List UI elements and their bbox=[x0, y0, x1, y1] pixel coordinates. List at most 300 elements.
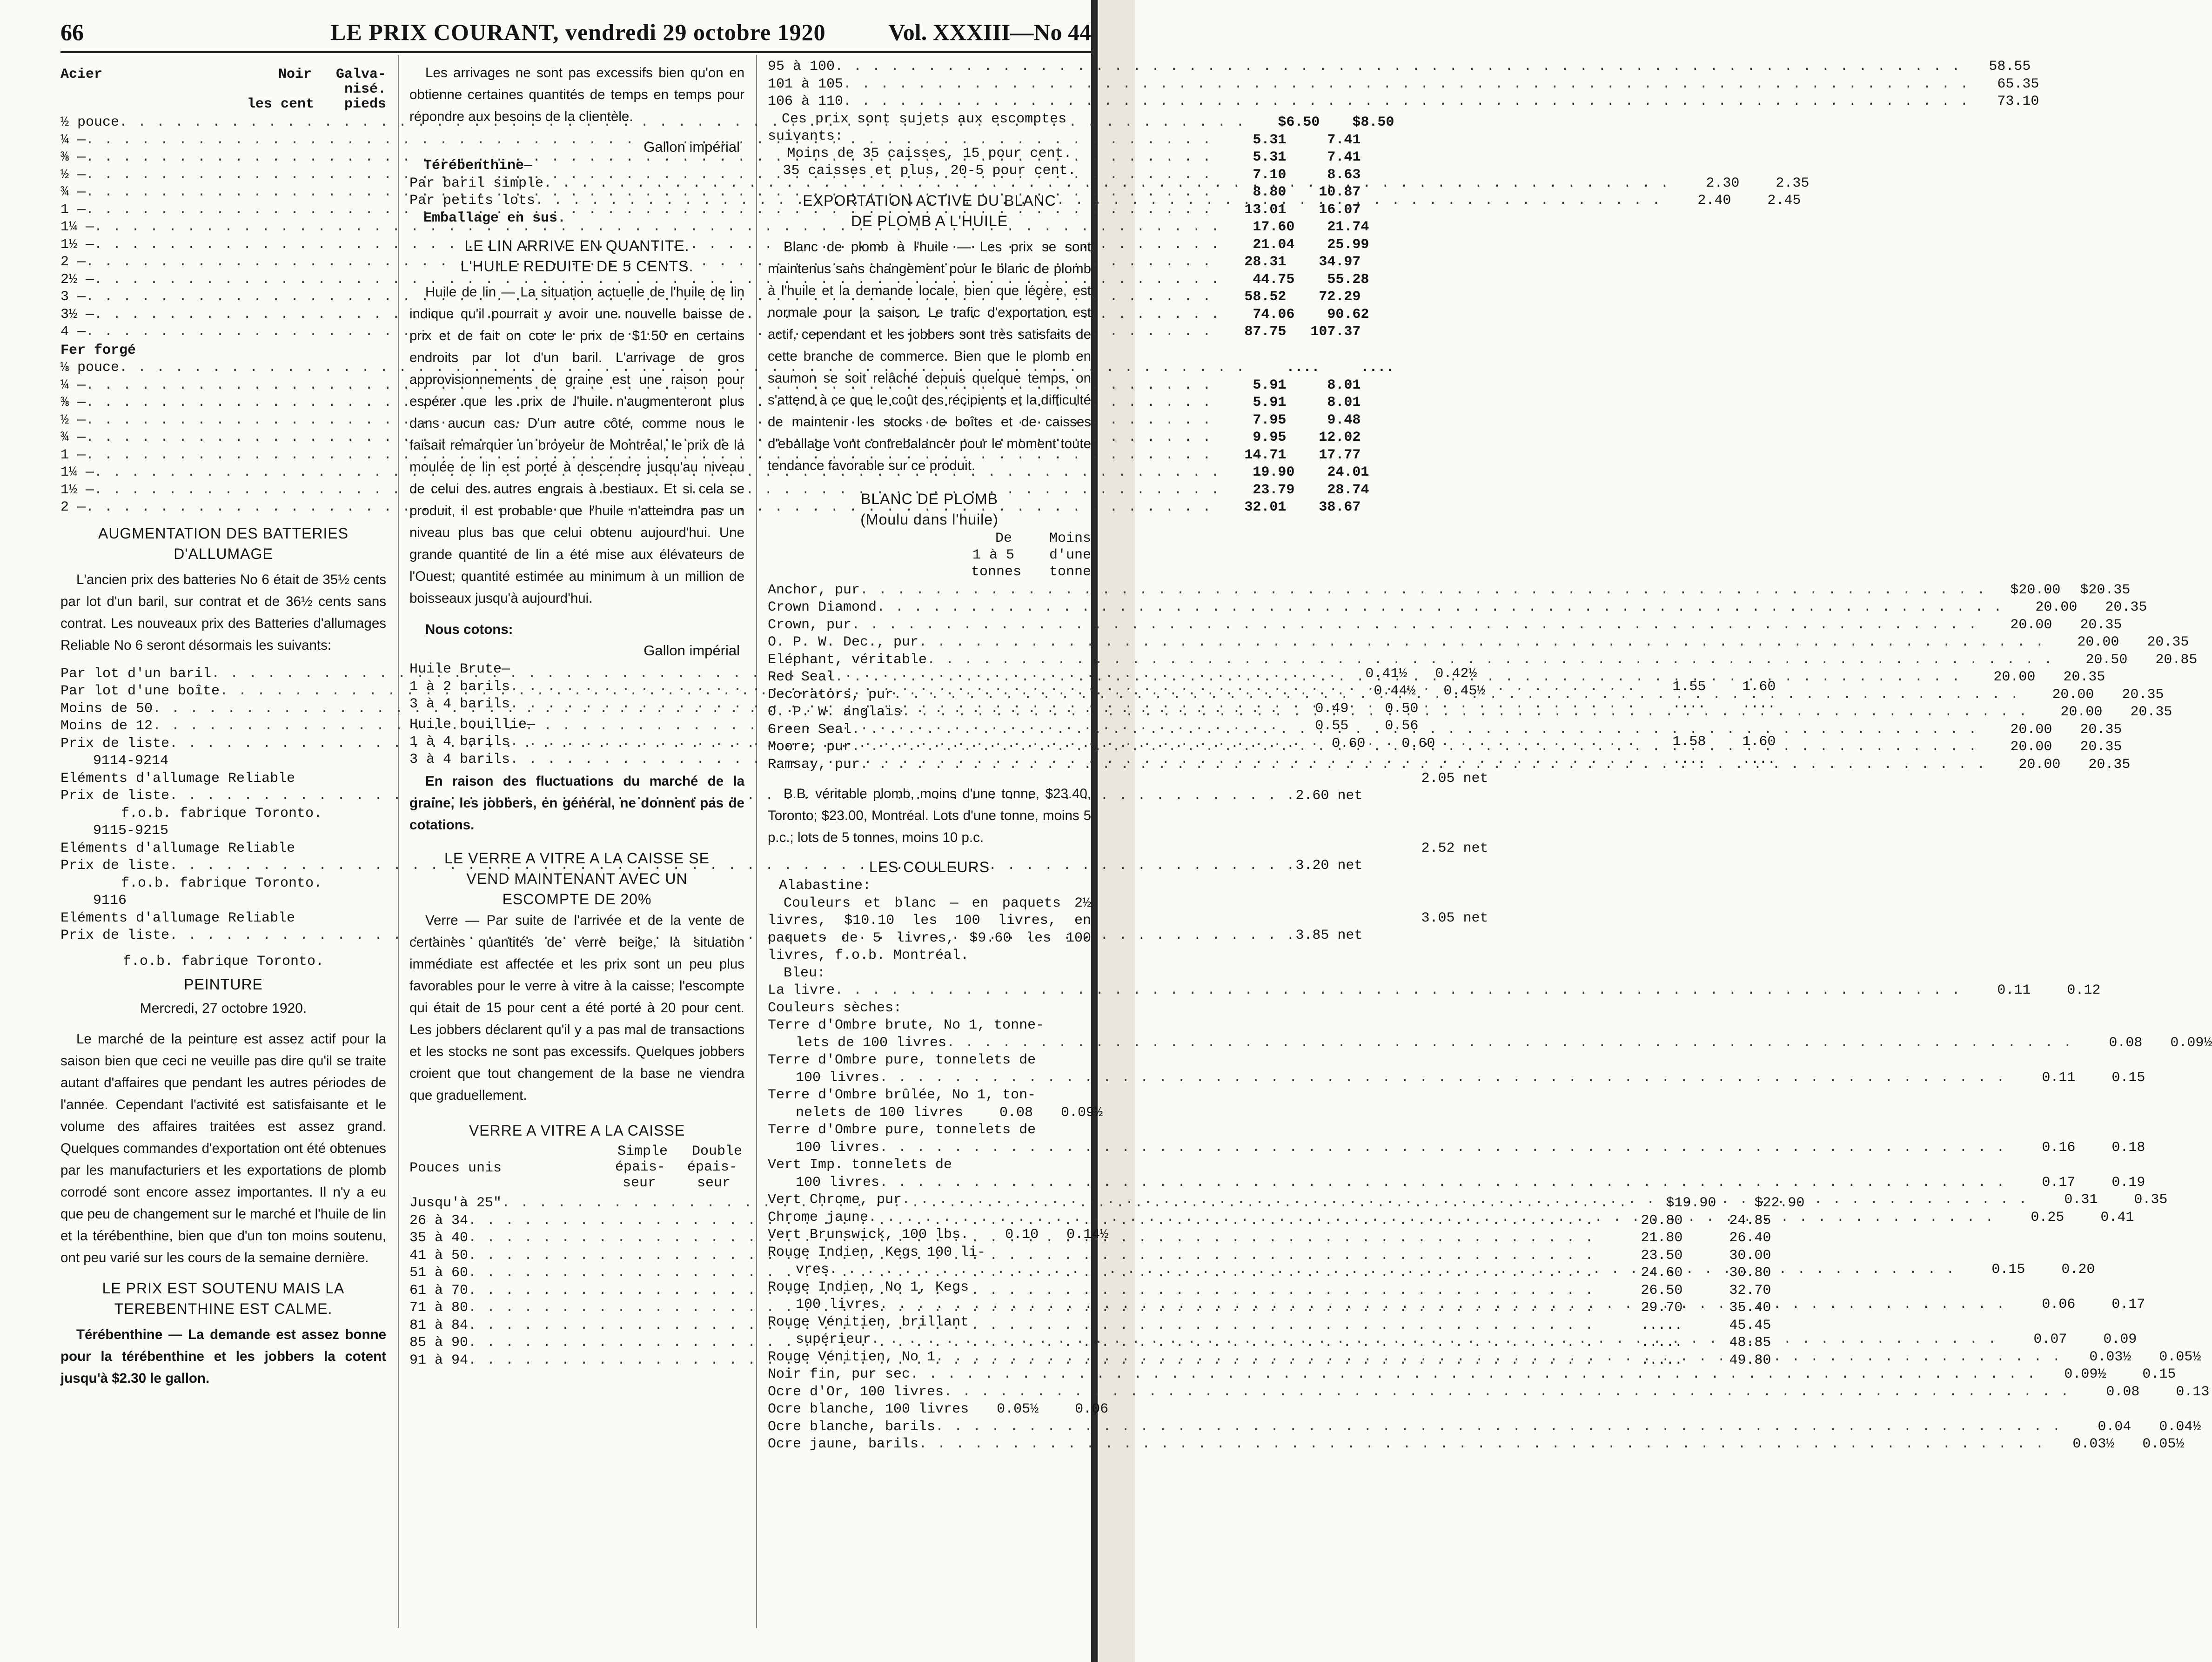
section-title: BLANC DE PLOMB bbox=[861, 490, 998, 507]
blanc-head: 1 à 5 bbox=[972, 547, 1014, 563]
alabastine-text: Couleurs et blanc — en paquets 2½ livres, $10.10 les 100 livres, en paquets de 5 livres, $9.60 les 100 livres, f.o.b. Montréal. bbox=[768, 895, 1091, 963]
section-title: L'HUILE REDUITE DE 5 CENTS. bbox=[460, 258, 694, 275]
rouge-row-value: 0.17 bbox=[2111, 1297, 2145, 1312]
acier-row-value: 107.37 bbox=[1310, 324, 1361, 340]
huile-brute-row-value: .... bbox=[1742, 696, 1776, 712]
element-code: 9114-9214 bbox=[93, 753, 169, 769]
fer-row: 2 — . . . 32.01 38.67 bbox=[60, 499, 386, 517]
acier-heading: Acier bbox=[60, 67, 103, 82]
verre-row: 101 à 105 . . . 65.35 bbox=[768, 76, 1091, 94]
blanc-row: O. P. W. Dec., pur . . . 20.00 20.35 bbox=[768, 634, 1091, 652]
escompte-line: Moins de 35 caisses, 15 pour cent. bbox=[787, 145, 1072, 161]
acier-row-value: 7.10 bbox=[1253, 167, 1287, 183]
ocre-row-value: 0.05½ bbox=[2159, 1349, 2201, 1365]
section-title: D'ALLUMAGE bbox=[174, 545, 273, 562]
couleur-seche-row-value: 0.08 bbox=[2109, 1035, 2143, 1051]
couleur-seche-row-value: 0.18 bbox=[2111, 1139, 2145, 1156]
newspaper-title: LE PRIX COURANT, vendredi 29 octobre 1920 bbox=[330, 19, 826, 45]
galv-heading-2: nisé. bbox=[344, 81, 386, 97]
section-title: DE PLOMB A L'HUILE bbox=[851, 212, 1008, 229]
fer-row-value: .... bbox=[1286, 360, 1320, 376]
section-title: VEND MAINTENANT AVEC UN bbox=[466, 870, 688, 887]
acier-row-value: 34.97 bbox=[1319, 254, 1361, 270]
couleur-seche-row-label: Terre d'Ombre pure, tonnelets de bbox=[768, 1122, 1036, 1138]
fer-forge-heading: Fer forgé bbox=[60, 342, 136, 358]
huile-brute-row-value: 1.60 bbox=[1742, 679, 1776, 695]
bleu-row: La livre . . . 0.11 0.12 bbox=[768, 982, 1091, 1000]
terebenthine-heading: Térébenthine— bbox=[423, 158, 533, 174]
huile-brute-heading: Huile Brute— bbox=[409, 661, 510, 677]
huile-bouillie-row: 3 à 4 barils . . . .... .... bbox=[409, 751, 744, 769]
blanc-row-value: 20.35 bbox=[2122, 686, 2164, 703]
blanc-row-value: 20.00 bbox=[1993, 669, 2036, 685]
fer-row-value: .... bbox=[1361, 360, 1394, 376]
ocre-row: Ocre jaune, barils . . . 0.03½ 0.05½ bbox=[768, 1436, 1091, 1453]
caisse-row-value: 48.85 bbox=[1729, 1335, 1771, 1351]
ocre-row-value: 0.05½ bbox=[2142, 1436, 2185, 1452]
ocre-row-value: 0.03½ bbox=[2072, 1436, 2115, 1452]
rouge-row-label: Rouge Indien, Kegs 100 li- bbox=[768, 1244, 986, 1260]
simple-heading: seur bbox=[622, 1175, 656, 1191]
blanc-head: De bbox=[995, 530, 1012, 546]
couleur-seche-row-value: 0.09½ bbox=[1061, 1104, 1103, 1121]
acier-row: 1¼ — . . . 17.60 21.74 bbox=[60, 219, 386, 236]
couleur-seche-row: lets de 100 livres . . . 0.08 0.09½ bbox=[768, 1035, 1091, 1052]
huile-bouillie-row-value: 1.58 bbox=[1672, 734, 1706, 750]
fer-row-value: 9.48 bbox=[1327, 412, 1361, 428]
acier-row: ½ — . . . 7.10 8.63 bbox=[60, 167, 386, 184]
fer-row-value: 8.01 bbox=[1327, 377, 1361, 393]
couleur-seche-row: 100 livres . . . 0.17 0.19 bbox=[768, 1174, 1091, 1192]
couleur-seche-row-value: 0.19 bbox=[2111, 1174, 2145, 1191]
fer-row: ⅜ — . . . 5.91 8.01 bbox=[60, 394, 386, 412]
blanc-row-value: 20.35 bbox=[2080, 739, 2122, 755]
blanc-row-value: 20.35 bbox=[2130, 704, 2172, 720]
acier-row-value: 58.52 bbox=[1244, 289, 1287, 305]
acier-row: 2 — . . . 28.31 34.97 bbox=[60, 254, 386, 271]
rouge-row-value: 0.15 bbox=[1991, 1262, 2025, 1278]
fer-row-value: 23.79 bbox=[1253, 482, 1295, 498]
acier-row-value: 8.80 bbox=[1253, 184, 1287, 200]
rouge-row: 100 livres . . . 0.06 0.17 bbox=[768, 1296, 1091, 1314]
acier-row: ½ pouce . . . $6.50 $8.50 bbox=[60, 114, 386, 132]
acier-row-value: 74.06 bbox=[1253, 306, 1295, 323]
export-paragraph: Blanc de plomb à l'huile — Les prix se sont maintenus sans changement pour le blanc de plomb à l'huile et la demande locale, bien que légère, est normale pour la saison. Le trafic d'exportation est actif, cependant et les jobbers sont très satisfaits de cette branche de commerce. Bien que le plomb en saumon se soit relâché depuis quelque temps, on s'attend à ce que le coût des récipients et la difficulté de maintenir les stocks de boîtes et de caisses d'eballage vont contrebalancer pour le moment toute tendance favorable sur ce produit. bbox=[768, 239, 1091, 473]
batterie-row: Par lot d'une boîte . . . 0.44½ 0.45½ bbox=[60, 683, 386, 700]
blanc-row-value: 20.00 bbox=[2018, 756, 2061, 773]
ocre-row-value: 0.04 bbox=[2098, 1419, 2132, 1435]
acier-row-value: 16.07 bbox=[1319, 202, 1361, 218]
terebenthine-row-value: 2.35 bbox=[1776, 175, 1810, 191]
acier-row-value: 55.28 bbox=[1327, 271, 1369, 288]
fer-row: 1¼ — . . . 19.90 24.01 bbox=[60, 464, 386, 482]
blanc-row: Anchor, pur . . . $20.00 $20.35 bbox=[768, 582, 1091, 599]
couleur-seche-row: 100 livres . . . 0.16 0.18 bbox=[768, 1139, 1091, 1157]
acier-row: ¼ — . . . 5.31 7.41 bbox=[60, 132, 386, 149]
acier-row-value: 5.31 bbox=[1253, 132, 1287, 148]
couleur-seche-row-value: 0.11 bbox=[2042, 1070, 2076, 1086]
acier-row: 1½ — . . . 21.04 25.99 bbox=[60, 236, 386, 254]
acier-row-value: 44.75 bbox=[1253, 271, 1295, 288]
blanc-row-value: 20.00 bbox=[2010, 739, 2052, 755]
element-row: Prix de liste . . . 3.20 net bbox=[60, 857, 386, 875]
ocre-row: Noir fin, pur sec . . . 0.09½ 0.15 bbox=[768, 1366, 1091, 1384]
caisse-row-value: 23.50 bbox=[1641, 1247, 1683, 1264]
simple-heading: Simple bbox=[617, 1144, 668, 1159]
blanc-row-value: 20.35 bbox=[2088, 756, 2131, 773]
blanc-row: Crown, pur . . . 20.00 20.35 bbox=[768, 617, 1091, 634]
caisse-row: 26 à 34 . . . 20.80 24.85 bbox=[409, 1212, 744, 1230]
huile-brute-row-value: 1.55 bbox=[1672, 679, 1706, 695]
escompte-note: Ces prix sont sujets aux escomptes suivants: bbox=[768, 111, 1067, 144]
couleur-row-value: 0.35 bbox=[2134, 1192, 2168, 1208]
batterie-row-value: 0.60 bbox=[1401, 735, 1435, 752]
caisse-row-value: ..... bbox=[1641, 1335, 1683, 1351]
rouge-row-value: 0.07 bbox=[2033, 1332, 2067, 1347]
blanc-row-value: 20.00 bbox=[2077, 634, 2119, 650]
couleurs-seches-table bbox=[768, 1017, 2212, 1191]
blanc-row-value: $20.35 bbox=[2080, 582, 2131, 598]
acier-row: 3 — . . . 58.52 72.29 bbox=[60, 289, 386, 306]
caisse-row-value: $22.90 bbox=[1754, 1195, 1805, 1211]
blanc-row-value: $20.00 bbox=[2010, 582, 2061, 598]
caisse-row: 41 à 50 . . . 23.50 30.00 bbox=[409, 1247, 744, 1265]
rouge-row: supérieur . . . 0.07 0.09 bbox=[768, 1331, 1091, 1349]
fer-row: 1½ — . . . 23.79 28.74 bbox=[60, 482, 386, 499]
rouge-row: vres . . . 0.15 0.20 bbox=[768, 1261, 1091, 1279]
couleur-seche-row-label: Terre d'Ombre brûlée, No 1, ton- bbox=[768, 1087, 1036, 1103]
fer-row-value: 38.67 bbox=[1319, 499, 1361, 515]
batterie-row-value: 0.50 bbox=[1385, 700, 1419, 717]
galv-heading: Galva- bbox=[335, 67, 386, 82]
double-heading: Double bbox=[691, 1144, 742, 1159]
acier-row-value: 17.60 bbox=[1253, 219, 1295, 235]
huile-bouillie-row: 1 à 4 barils . . . 1.58 1.60 bbox=[409, 733, 744, 751]
escompte-line: 35 caisses et plus, 20-5 pour cent. bbox=[783, 163, 1076, 179]
acier-row-value: 8.63 bbox=[1327, 167, 1361, 183]
section-title: AUGMENTATION DES BATTERIES bbox=[98, 525, 349, 542]
fluctuations-paragraph: En raison des fluctuations du marché de la graine, les jobbers, en général, ne donnent pas de cotations. bbox=[409, 774, 744, 833]
volume-number: Vol. XXXIII—No 44 bbox=[888, 19, 1091, 45]
ocre-row: Rouge Vénitien, No 1 . . . 0.03½ 0.05½ bbox=[768, 1349, 1091, 1366]
huile-bouillie-heading: Huile bouillie— bbox=[409, 716, 536, 733]
acier-row: 4 — . . . 87.75 107.37 bbox=[60, 323, 386, 341]
ocre-row-value: 0.05½ bbox=[997, 1401, 1039, 1417]
blanc-row: Red Seal . . . 20.00 20.35 bbox=[768, 669, 1091, 686]
ocre-row-value: 0.08 bbox=[2106, 1384, 2140, 1400]
ocre-row: Ocre d'Or, 100 livres . . . 0.08 0.13 bbox=[768, 1384, 1091, 1401]
intro-paragraph: Les arrivages ne sont pas excessifs bien qu'on en obtienne certaines quantités de temps en temps pour répondre aux besoins de la clientèle. bbox=[409, 65, 744, 124]
caisse-row: 71 à 80 . . . 29.70 35.40 bbox=[409, 1299, 744, 1317]
element-code: 9116 bbox=[93, 893, 127, 908]
acier-row-value: 72.29 bbox=[1319, 289, 1361, 305]
verre-paragraph: Verre — Par suite de l'arrivée et de la vente de certaines quantités de verre beige, la situation immédiate est affectée et les prix sont un peu plus favorables pour le verre à vitre à la caisse; l'escompte qui était de 15 pour cent a été porté à 20 pour cent. Les jobbers déclarent qu'il y a pas mal de transactions et les stocks ne sont pas excessifs. Quelques jobbers croient que tout changement de la base ne viendra que graduellement. bbox=[409, 913, 744, 1103]
couleur-row: Vert Chrome, pur . . . 0.31 0.35 bbox=[768, 1191, 1091, 1209]
batteries-paragraph: L'ancien prix des batteries No 6 était de 35½ cents par lot d'un baril, sur contrat et de 36½ cents sans contrat. Les nouveaux prix des Batteries d'allumages Reliable No 6 seront désormais les suivants: bbox=[60, 572, 386, 653]
fer-row-value: 28.74 bbox=[1327, 482, 1369, 498]
batterie-row-value: 0.45½ bbox=[1443, 683, 1486, 699]
batterie-row: Prix de liste . . . 0.60 0.60 bbox=[60, 735, 386, 753]
acier-row-value: $8.50 bbox=[1352, 114, 1394, 130]
fob-line: f.o.b. fabrique Toronto. bbox=[122, 953, 324, 969]
ocre-row: Ocre blanche, barils . . . 0.04 0.04½ bbox=[768, 1419, 1091, 1436]
blanc-row-value: 20.00 bbox=[2010, 721, 2052, 738]
ocre-row-value: 0.04½ bbox=[2159, 1419, 2201, 1435]
ocre-row-value: 0.06 bbox=[1075, 1401, 1109, 1417]
caisse-row: 61 à 70 . . . 26.50 32.70 bbox=[409, 1282, 744, 1300]
couleur-seche-row-value: 0.08 bbox=[999, 1104, 1033, 1121]
page-header bbox=[60, 13, 1091, 50]
fer-row-value: 9.95 bbox=[1253, 430, 1287, 445]
couleur-row-value: 0.31 bbox=[2064, 1192, 2098, 1208]
caisse-row-value: 26.50 bbox=[1641, 1282, 1683, 1299]
acier-row-value: 10.87 bbox=[1319, 184, 1361, 200]
couleur-row-value: 0.41 bbox=[2100, 1209, 2134, 1225]
fer-row: 1 — . . . 14.71 17.77 bbox=[60, 447, 386, 464]
blanc-row-value: 20.35 bbox=[2063, 669, 2105, 685]
cent-heading: les cent bbox=[247, 96, 314, 112]
tube-table-header bbox=[60, 58, 386, 114]
blanc-head: tonne bbox=[1049, 564, 1091, 580]
blanc-row: Moore, pur . . . 20.00 20.35 bbox=[768, 739, 1091, 756]
couleur-seche-row: 100 livres . . . 0.11 0.15 bbox=[768, 1070, 1091, 1087]
acier-row-value: 21.04 bbox=[1253, 236, 1295, 253]
nous-cotons: Nous cotons: bbox=[425, 622, 513, 637]
fer-row-value: 14.71 bbox=[1244, 447, 1287, 463]
bleu-row-value: 0.11 bbox=[1997, 982, 2031, 998]
batterie-row-value: 0.41½ bbox=[1365, 666, 1408, 682]
acier-row-value: 13.01 bbox=[1244, 202, 1287, 218]
element-row: Eléments d'allumage Reliable 2.05 net bbox=[60, 770, 1488, 787]
couleur-seche-row-label: Vert Imp. tonnelets de bbox=[768, 1157, 952, 1173]
section-title: TEREBENTHINE EST CALME. bbox=[114, 1300, 333, 1317]
blanc-row: Green Seal . . . 20.00 20.35 bbox=[768, 721, 1091, 739]
caisse-row: 51 à 60 . . . 24.60 30.80 bbox=[409, 1265, 744, 1282]
terebenthine-row: Par baril simple . . . 2.30 2.35 bbox=[409, 175, 744, 193]
couleur-row-value: 0.25 bbox=[2031, 1209, 2065, 1225]
fer-row: ½ — . . . 7.95 9.48 bbox=[60, 412, 386, 430]
element-code: 9115-9215 bbox=[93, 823, 169, 839]
section-title: ESCOMPTE DE 20% bbox=[502, 891, 652, 908]
blanc-table-header bbox=[768, 530, 1091, 582]
verre-continued-table bbox=[768, 58, 2039, 111]
terebenthine-row-value: 2.40 bbox=[1697, 193, 1731, 209]
gallon-heading: Gallon impérial bbox=[643, 642, 740, 659]
ocre-row-value: 0.03½ bbox=[2089, 1349, 2132, 1365]
element-row: Prix de liste . . . 3.85 net bbox=[60, 927, 386, 945]
terebenthine-row-value: 2.45 bbox=[1767, 193, 1801, 209]
blanc-row: Decorators, pur . . . 20.00 20.35 bbox=[768, 686, 1091, 704]
couleur-row-value: 0.14½ bbox=[1066, 1227, 1109, 1243]
blanc-row-value: 20.00 bbox=[2052, 686, 2094, 703]
blanc-row-value: 20.35 bbox=[2147, 634, 2189, 650]
caisse-row-value: 21.80 bbox=[1641, 1230, 1683, 1246]
fer-row-value: 12.02 bbox=[1319, 430, 1361, 445]
couleur-seche-row-label: Terre d'Ombre brute, No 1, tonne- bbox=[768, 1017, 1045, 1033]
section-title: LES COULEURS bbox=[869, 859, 990, 875]
couleur-seche-row-label: Terre d'Ombre pure, tonnelets de bbox=[768, 1052, 1036, 1068]
caisse-row-value: ..... bbox=[1641, 1352, 1683, 1368]
batterie-row: Moins de 50 . . . 0.49 0.50 bbox=[60, 700, 386, 718]
couleur-row: Vert Brunswick, 100 lbs. 0.10 0.14½ bbox=[768, 1226, 1091, 1244]
header-rule bbox=[60, 51, 1091, 53]
acier-row: 2½ — . . . 44.75 55.28 bbox=[60, 271, 386, 289]
fer-row: ¾ — . . . 9.95 12.02 bbox=[60, 429, 386, 447]
peinture-paragraph: Le marché de la peinture est assez actif pour la saison bien que ceci ne veuille pas dire qu'il se traite autant d'affaires que pendant les autres périodes de l'année. Cependant l'activité est satisfaisante et le volume des affaires traitées est assez grand. Quelques commandes d'exportation ont été obtenues par les manufacturiers et les exportations de plomb corrodé sont encore assez importantes. Il n'y a eu que peu de changement sur le marché et l'huile de lin et la térébenthine, bien que d'un ton moins soutenu, ont peu varié sur les cours de la semaine dernière. bbox=[60, 1031, 386, 1265]
fer-row-value: 8.01 bbox=[1327, 395, 1361, 410]
fob-line: f.o.b. fabrique Toronto. bbox=[121, 875, 322, 891]
section-title: EXPORTATION ACTIVE DU BLANC bbox=[803, 192, 1056, 209]
verre-row-value: 73.10 bbox=[1997, 94, 2039, 109]
caisse-row: 35 à 40 . . . 21.80 26.40 bbox=[409, 1230, 744, 1247]
section-title: LE VERRE A VITRE A LA CAISSE SE bbox=[444, 850, 710, 867]
huile-brute-row: 1 à 2 barils . . . 1.55 1.60 bbox=[409, 679, 744, 696]
fer-row: ⅛ pouce . . . .... .... bbox=[60, 359, 386, 377]
verre-row-value: 65.35 bbox=[1997, 76, 2039, 92]
caisse-row: Jusqu'à 25" . . . $19.90 $22.90 bbox=[409, 1195, 744, 1212]
caisse-row-value: 49.80 bbox=[1729, 1352, 1771, 1368]
simple-heading: épais- bbox=[615, 1159, 665, 1175]
emballage-note: Emballage en sus. bbox=[423, 210, 566, 226]
acier-row-value: 7.41 bbox=[1327, 149, 1361, 165]
caisse-row-value: 26.40 bbox=[1729, 1230, 1771, 1246]
acier-row-value: 7.41 bbox=[1327, 132, 1361, 148]
double-heading: seur bbox=[697, 1175, 731, 1191]
caisse-row-value: 30.00 bbox=[1729, 1247, 1771, 1264]
caisse-row-value: $19.90 bbox=[1666, 1195, 1716, 1211]
ocre-row: Ocre blanche, 100 livres 0.05½ 0.06 bbox=[768, 1401, 1091, 1419]
caisse-row-value: 35.40 bbox=[1729, 1300, 1771, 1316]
element-row: Eléments d'allumage Reliable 3.05 net bbox=[60, 910, 1488, 926]
fer-row-value: 7.95 bbox=[1253, 412, 1287, 428]
huile-bouillie-row-value: 1.60 bbox=[1742, 734, 1776, 750]
ocre-row-value: 0.09½ bbox=[2064, 1366, 2106, 1382]
blanc-row-value: 20.00 bbox=[2010, 617, 2052, 633]
caisse-row-value: 29.70 bbox=[1641, 1300, 1683, 1316]
batterie-row: Par lot d'un baril . . . 0.41½ 0.42½ bbox=[60, 666, 386, 683]
noir-heading: Noir bbox=[278, 67, 312, 82]
fer-row-value: 19.90 bbox=[1253, 464, 1295, 480]
huile-bouillie-row-value: .... bbox=[1672, 751, 1706, 767]
element-row: Eléments d'allumage Reliable 2.52 net bbox=[60, 840, 1488, 856]
blanc-head: d'une bbox=[1049, 547, 1091, 563]
blanc-row: Crown Diamond . . . 20.00 20.35 bbox=[768, 599, 1091, 617]
caisse-row-value: ..... bbox=[1641, 1317, 1683, 1333]
caisse-row: 85 à 90 . . . ..... 48.85 bbox=[409, 1334, 744, 1352]
batterie-row-value: 0.60 bbox=[1332, 735, 1366, 752]
rouge-row-value: 0.20 bbox=[2061, 1262, 2095, 1278]
caisse-row-value: 24.85 bbox=[1729, 1212, 1771, 1229]
section-title: VERRE A VITRE A LA CAISSE bbox=[469, 1122, 685, 1139]
date-line: Mercredi, 27 octobre 1920. bbox=[140, 1001, 307, 1016]
blanc-row: Ramsay, pur . . . 20.00 20.35 bbox=[768, 756, 1091, 774]
fer-row-value: 17.77 bbox=[1319, 447, 1361, 463]
acier-row-value: 5.31 bbox=[1253, 149, 1287, 165]
fer-row-value: 5.91 bbox=[1253, 377, 1287, 393]
acier-row-value: 21.74 bbox=[1327, 219, 1369, 235]
section-title: LE PRIX EST SOUTENU MAIS LA bbox=[102, 1280, 345, 1297]
acier-row: ⅜ — . . . 5.31 7.41 bbox=[60, 149, 386, 167]
couleur-seche-row: nelets de 100 livres 0.08 0.09½ bbox=[768, 1104, 1091, 1122]
terebenthine-row-value: 2.30 bbox=[1706, 175, 1740, 191]
fer-row-value: 24.01 bbox=[1327, 464, 1369, 480]
blanc-row: O. P. W. anglais . . . 20.00 20.35 bbox=[768, 704, 1091, 721]
pieds-heading: pieds bbox=[344, 96, 386, 112]
caisse-row: 81 à 84 . . . ..... 45.45 bbox=[409, 1317, 744, 1335]
rouge-row-value: 0.09 bbox=[2103, 1332, 2137, 1347]
acier-row-value: $6.50 bbox=[1278, 114, 1320, 130]
huile-brute-row: 3 à 4 barils . . . .... .... bbox=[409, 696, 744, 713]
caisse-row-value: 45.45 bbox=[1729, 1317, 1771, 1333]
huile-brute-row-value: .... bbox=[1672, 696, 1706, 712]
acier-row: 1 — . . . 13.01 16.07 bbox=[60, 202, 386, 219]
batterie-row-value: 0.56 bbox=[1385, 718, 1419, 734]
batterie-row-value: 0.55 bbox=[1315, 718, 1349, 734]
blanc-row-value: 20.35 bbox=[2080, 721, 2122, 738]
blanc-row-value: 20.35 bbox=[2080, 617, 2122, 633]
rouge-row-label: Rouge Vénitien, brillant bbox=[768, 1314, 969, 1330]
ocre-row-value: 0.15 bbox=[2142, 1366, 2176, 1382]
acier-row-value: 90.62 bbox=[1327, 306, 1369, 323]
fer-row: ¼ — . . . 5.91 8.01 bbox=[60, 377, 386, 395]
blanc-row-value: 20.50 bbox=[2085, 652, 2128, 668]
bleu-table bbox=[768, 982, 2101, 1000]
fer-row-value: 5.91 bbox=[1253, 395, 1287, 410]
blanc-head: tonnes bbox=[971, 564, 1021, 580]
caisse-row-value: 32.70 bbox=[1729, 1282, 1771, 1299]
section-title: PEINTURE bbox=[184, 976, 263, 993]
double-heading: épais- bbox=[687, 1159, 737, 1175]
caisse-row-value: 24.60 bbox=[1641, 1265, 1683, 1281]
acier-row-value: 28.31 bbox=[1244, 254, 1287, 270]
bleu-heading: Bleu: bbox=[784, 965, 826, 981]
rouge-row-value: 0.06 bbox=[2042, 1297, 2076, 1312]
ocre-row-value: 0.13 bbox=[2176, 1384, 2210, 1400]
pouces-heading: Pouces unis bbox=[409, 1160, 502, 1176]
acier-row: 3½ — . . . 74.06 90.62 bbox=[60, 306, 386, 324]
fob-line: f.o.b. fabrique Toronto. bbox=[121, 805, 322, 821]
terebenthine-paragraph: Térébenthine — La demande est assez bonne pour la térébenthine et les jobbers la cotent jusqu'à $2.30 le gallon. bbox=[60, 1327, 386, 1386]
caisse-table-header bbox=[409, 1144, 744, 1195]
couleur-row-value: 0.10 bbox=[1005, 1227, 1039, 1243]
couleur-seche-row-value: 0.16 bbox=[2042, 1139, 2076, 1156]
blanc-row-value: 20.85 bbox=[2155, 652, 2198, 668]
huile-bouillie-row-value: .... bbox=[1742, 751, 1776, 767]
blanc-head: Moins bbox=[1049, 530, 1091, 546]
page-number: 66 bbox=[60, 19, 84, 45]
lin-paragraph: Huile de lin — La situation actuelle de l'huile de lin indique qu'il pourrait y avoir une nouvelle baisse de prix et de fait on cote le prix de $1.50 en certains endroits par lot d'un baril. L'arrivage de gros approvisionnements de graine est une raison pour espérer que les prix de l'huile n'augmenteront plus dans aucun cas. D'un autre côté, comme nous le faisait remarquer un broyeur de Montréal, le prix de la moulée de lin est porté à descendre jusqu'au niveau de celui des autres engrais à bestiaux. Et si cela se produit, il est probable que l'huile n'atteindra pas un niveau plus bas que celui obtenu aujourd'hui. Une grande quantité de lin a été mise aux élévateurs de l'Ouest; quantité estimée au minimum à un million de boisseaux jusqu'à aujourd'hui. bbox=[409, 284, 744, 606]
gallon-heading: Gallon impérial bbox=[643, 139, 740, 155]
blanc-row-value: 20.00 bbox=[2060, 704, 2103, 720]
rouge-row-label: Rouge Indien, No 1, Kegs bbox=[768, 1279, 969, 1295]
batterie-row: Moins de 12 . . . 0.55 0.56 bbox=[60, 718, 386, 735]
section-title: LE LIN ARRIVE EN QUANTITE. bbox=[464, 237, 690, 254]
couleur-seche-row-value: 0.15 bbox=[2111, 1070, 2145, 1086]
acier-row-value: 87.75 bbox=[1244, 324, 1287, 340]
acier-row: ¾ — . . . 8.80 10.87 bbox=[60, 184, 386, 202]
fer-row-value: 32.01 bbox=[1244, 499, 1287, 515]
couleur-seche-row-value: 0.17 bbox=[2042, 1174, 2076, 1191]
blanc-row: Eléphant, véritable . . . 20.50 20.85 bbox=[768, 652, 1091, 669]
caisse-row: 91 à 94 . . . ..... 49.80 bbox=[409, 1352, 744, 1370]
verre-row-value: 58.55 bbox=[1989, 59, 2031, 74]
bleu-row-value: 0.12 bbox=[2067, 982, 2101, 998]
bb-paragraph: B.B. véritable plomb, moins d'une tonne, $23.40, Toronto; $23.00, Montréal. Lots d'une tonne, moins 5 p.c.; lots de 5 tonnes, moins 10 p.c. bbox=[768, 786, 1091, 845]
couleur-seche-row-value: 0.09½ bbox=[2170, 1035, 2212, 1051]
verre-row: 95 à 100 . . . 58.55 bbox=[768, 58, 1091, 76]
acier-row-value: 25.99 bbox=[1327, 236, 1369, 253]
element-row: Prix de liste . . . 2.60 net bbox=[60, 787, 386, 805]
